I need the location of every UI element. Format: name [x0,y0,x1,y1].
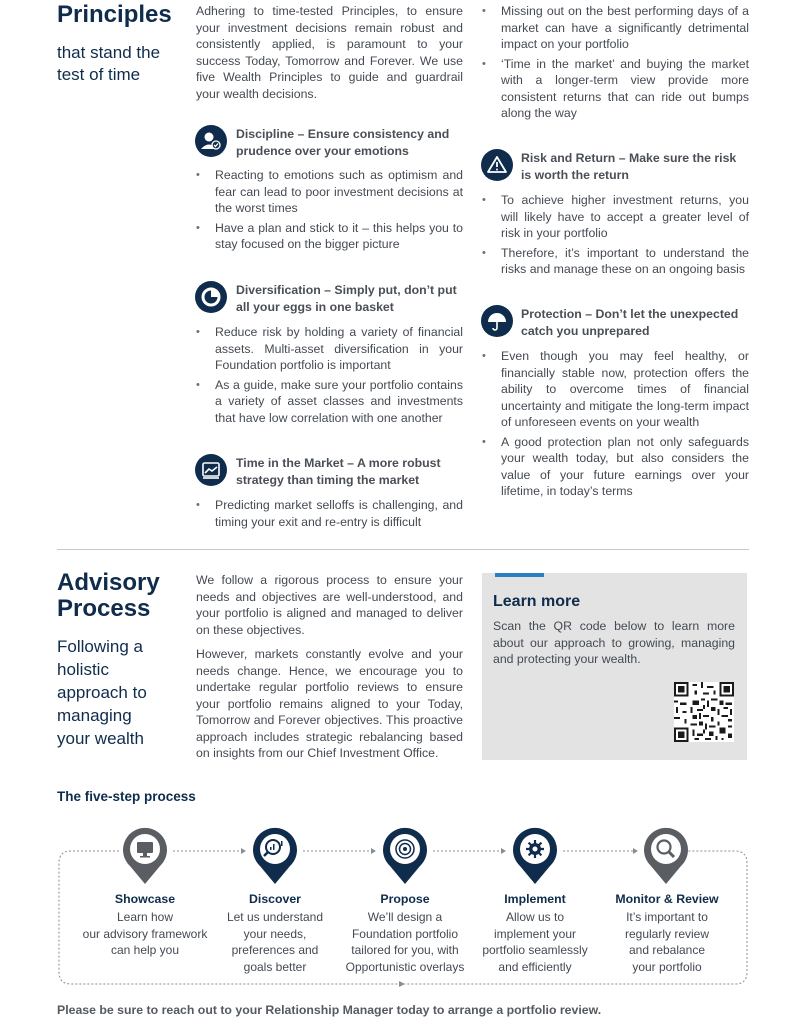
step-title-monitor-review: Monitor & Review [615,892,719,906]
qr-code-icon[interactable] [674,682,734,742]
list-item: • A good protection plan not only safeguards your wealth today, but also considers the value of your future earnings over your lifetime, in today’s terms [482,434,749,500]
person-check-icon [195,125,227,157]
five-step-title: The five-step process [57,789,196,804]
protection-title: Protection – Don’t let the unexpected catch you unprepared [521,307,739,338]
magnifier-icon [639,822,693,886]
discipline-title: Discipline – Ensure consistency and prudence over your emotions [236,127,450,158]
principles-intro: Adhering to time-tested Principles, to ensure your investment decisions remain robust and consistently applied, is paramount to your success Today, Tomorrow and Forever. We use five Wealth Principles to guide and guardrail your wealth decisions. [196,4,463,101]
gear-icon [508,822,562,886]
advisory-subtitle-line: holistic [57,660,109,679]
advisory-title-line2: Process [57,595,151,622]
step-title-showcase: Showcase [114,892,176,906]
principles-title: Principles [57,1,172,28]
step-desc-propose: We’ll design a Foundation portfolio tailored for you, with Opportunistic overlays [345,910,465,974]
step-desc-monitor-review: It’s important to regularly review and rebalance your portfolio [624,910,710,974]
step-desc-showcase: Learn how our advisory framework can help you [82,910,208,957]
principles-subtitle-line1: that stand the [57,43,161,62]
list-item: • To achieve higher investment returns, you will likely have to accept a greater level of risk in your portfolio [482,192,749,242]
list-item: • Even though you may feel healthy, or financially stable now, protection offers the ability to overcome times of financial uncertainty and mitigate the long-term impact of unforeseen events on your wealth [482,348,749,431]
advisory-subtitle-line: approach to [57,683,147,702]
monitor-icon [118,822,172,886]
section-divider [57,549,749,550]
time-in-market-bullets [196,497,463,533]
advisory-paragraph-2: However, markets constantly evolve and your needs change. Hence, we encourage you to undertake regular portfolio reviews to ensure your portfolio remains aligned to your Today, Tomorrow and Forever objectives. This proactive approach includes strategic rebalancing based on insights from our Chief Investment Office. [196,647,463,760]
advisory-subtitle [57,635,147,750]
step-desc-implement: Allow us to implement your portfolio seamlessly and efficiently [482,910,588,974]
list-item: • Predicting market selloffs is challenging, and timing your exit and re-entry is difficult [196,497,463,530]
advisory-subtitle-line: managing [57,706,132,725]
list-item: • Therefore, it’s important to understand the risks and manage these on an ongoing basis [482,245,749,278]
step-title-discover: Discover [249,892,301,906]
learn-more-title: Learn more [493,593,581,610]
time-in-market-continued-bullets [482,3,749,125]
step-title-implement: Implement [504,892,566,906]
market-chart-icon [195,454,227,486]
diversification-bullets [196,324,463,429]
list-item: • Reacting to emotions such as optimism and fear can lead to poor investment decisions at the worst times [196,167,463,217]
pie-chart-icon [195,281,227,313]
step-title-propose: Propose [380,892,430,906]
umbrella-icon [481,305,513,337]
discipline-bullets [196,167,463,256]
advisory-title-line1: Advisory [57,569,160,596]
advisory-subtitle-line: your wealth [57,729,144,748]
advisory-subtitle-line: Following a [57,637,143,656]
diversification-title: Diversification – Simply put, don’t put all your eggs in one basket [236,283,457,314]
risk-return-bullets [482,192,749,281]
list-item: • Reduce risk by holding a variety of financial assets. Multi-asset diversification in your Foundation portfolio is important [196,324,463,374]
target-icon [378,822,432,886]
learn-more-accent-bar [495,573,544,577]
list-item: • Have a plan and stick to it – this helps you to stay focused on the bigger picture [196,220,463,253]
risk-return-title: Risk and Return – Make sure the risk is worth the return [521,151,737,182]
time-in-market-title: Time in the Market – A more robust strategy than timing the market [236,456,441,487]
principles-subtitle-line2: test of time [57,65,141,84]
learn-more-box [482,573,747,760]
list-item: • ‘Time in the market’ and buying the market with a longer-term view provide more consistent returns that can ride out bumps along the way [482,56,749,122]
list-item: • As a guide, make sure your portfolio contains a variety of asset classes and investments that have low correlation with one another [196,377,463,427]
warning-triangle-icon [481,149,513,181]
protection-bullets [482,348,749,503]
footer-note: Please be sure to reach out to your Relationship Manager today to arrange a portfolio review. [57,1003,602,1017]
advisory-paragraph-1: We follow a rigorous process to ensure your needs and objectives are well-understood, and your portfolio is aligned and managed to deliver on these objectives. [196,573,463,637]
step-desc-discover: Let us understand your needs, preferences and goals better [226,910,324,974]
learn-more-text: Scan the QR code below to learn more about our approach to growing, managing and protecting your wealth. [493,619,735,666]
list-item: • Missing out on the best performing days of a market can have a significantly detrimental impact on your portfolio [482,3,749,53]
magnifier-chart-icon [248,822,302,886]
